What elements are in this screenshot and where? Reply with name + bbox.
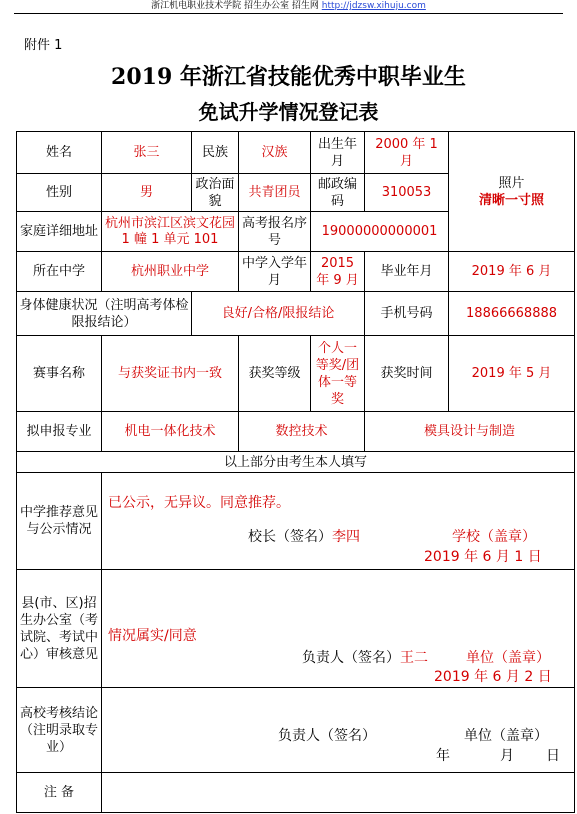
school-rec-box	[102, 473, 575, 570]
label-school: 所在中学	[17, 252, 102, 292]
county-rec-date: 2019 年 6 月 2 日	[434, 669, 552, 685]
label-major: 拟申报专业	[17, 412, 102, 452]
label-address: 家庭详细地址	[17, 212, 102, 252]
value-award-level: 个人一等奖/团体一等奖	[311, 336, 365, 412]
label-award-time: 获奖时间	[365, 336, 449, 412]
header-divider	[14, 13, 563, 14]
label-gender: 性别	[17, 174, 102, 212]
college-person-label: 负责人（签名）	[278, 728, 376, 744]
county-rec-signature	[302, 650, 428, 667]
remark-value[interactable]	[102, 773, 575, 813]
school-rec-opinion: 已公示，无异议。同意推荐。	[108, 495, 290, 511]
value-major-1: 机电一体化技术	[102, 412, 239, 452]
page-header	[0, 0, 577, 14]
school-rec-signature	[248, 529, 360, 546]
value-address: 杭州市滨江区滨文花园 1 幢 1 单元 101	[102, 212, 239, 252]
value-exam-no: 19000000000001	[311, 212, 449, 252]
label-award-level: 获奖等级	[239, 336, 311, 412]
college-rec-box	[102, 688, 575, 773]
header-site-link[interactable]: http://jdzsw.xihuju.com	[321, 1, 426, 11]
value-major-2: 数控技术	[239, 412, 365, 452]
label-exam-no: 高考报名序号	[239, 212, 311, 252]
value-birth: 2000 年 1 月	[365, 132, 449, 174]
college-day: 日	[546, 748, 560, 764]
label-county-rec: 县(市、区)招生办公室（考试院、考试中心）审核意见	[17, 570, 102, 688]
value-grad: 2019 年 6 月	[449, 252, 575, 292]
value-enroll: 2015 年 9 月	[311, 252, 365, 292]
value-name: 张三	[102, 132, 192, 174]
label-postcode: 邮政编码	[311, 174, 365, 212]
county-rec-opinion: 情况属实/同意	[108, 628, 197, 644]
value-major-3: 模具设计与制造	[365, 412, 575, 452]
label-politics: 政治面貌	[192, 174, 239, 212]
value-phone: 18866668888	[449, 292, 575, 336]
value-postcode: 310053	[365, 174, 449, 212]
label-birth: 出生年月	[311, 132, 365, 174]
county-person-label: 负责人（签名）	[302, 650, 400, 666]
header-office: 招生办公室	[243, 1, 289, 11]
principal-name: 李四	[332, 529, 360, 545]
value-award-time: 2019 年 5 月	[449, 336, 575, 412]
principal-label: 校长（签名）	[248, 529, 332, 545]
county-person-name: 王二	[400, 650, 428, 666]
label-school-rec: 中学推荐意见与公示情况	[17, 473, 102, 570]
header-school: 浙江机电职业技术学院	[151, 1, 242, 11]
school-seal: 学校（盖章）	[452, 529, 536, 545]
header-site-label: 招生网	[291, 1, 319, 11]
photo-note: 清晰一寸照	[479, 192, 545, 208]
attachment-label: 附件 1	[24, 38, 63, 53]
label-health: 身体健康状况（注明高考体检限报结论）	[17, 292, 192, 336]
value-gender: 男	[102, 174, 192, 212]
value-school: 杭州职业中学	[102, 252, 239, 292]
label-college-rec: 高校考核结论（注明录取专业）	[17, 688, 102, 773]
label-phone: 手机号码	[365, 292, 449, 336]
self-fill-note: 以上部分由考生本人填写	[17, 452, 575, 473]
label-remark: 注 备	[17, 773, 102, 813]
photo-label: 照片	[498, 175, 525, 191]
label-enroll: 中学入学年月	[239, 252, 311, 292]
value-health: 良好/合格/限报结论	[192, 292, 365, 336]
value-politics: 共青团员	[239, 174, 311, 212]
college-year: 年	[436, 748, 450, 764]
label-name: 姓名	[17, 132, 102, 174]
county-rec-box	[102, 570, 575, 688]
form-title-line1: 2019 年浙江省技能优秀中职毕业生	[111, 64, 466, 90]
county-seal: 单位（盖章）	[466, 650, 550, 666]
form-title-line2: 免试升学情况登记表	[198, 100, 379, 124]
value-contest: 与获奖证书内一致	[102, 336, 239, 412]
label-grad: 毕业年月	[365, 252, 449, 292]
value-ethnicity: 汉族	[239, 132, 311, 174]
school-rec-date: 2019 年 6 月 1 日	[424, 549, 542, 565]
label-contest: 赛事名称	[17, 336, 102, 412]
registration-form	[16, 131, 575, 813]
college-month: 月	[500, 748, 514, 764]
college-seal: 单位（盖章）	[464, 728, 548, 744]
label-ethnicity: 民族	[192, 132, 239, 174]
photo-box	[449, 132, 575, 252]
